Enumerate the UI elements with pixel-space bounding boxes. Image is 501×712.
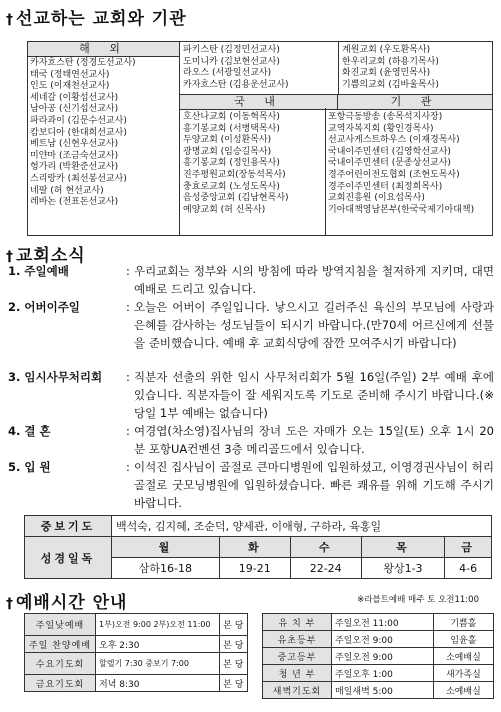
bible-reading: 19-21 xyxy=(219,558,290,579)
dept-name: 청 년 부 xyxy=(263,665,332,682)
dept-time: 주일오전 11:00 xyxy=(332,614,434,631)
cross-icon: † xyxy=(6,12,14,28)
institution-header: 기 관 xyxy=(338,94,492,110)
mission-entry: 흥기봉교회 (정인용목사) xyxy=(183,158,280,169)
mission-entry: 선교사게스트하우스 (이재경목사) xyxy=(328,135,460,146)
dept-place: 기쁨홀 xyxy=(433,614,493,631)
mission-entry: 흥기봉교회 (서병택목사) xyxy=(183,123,280,134)
bible-reading: 삼하16-18 xyxy=(112,558,220,579)
mission-entry: 카자흐스탄 (김용운선교사) xyxy=(183,79,289,90)
overseas-list-1 xyxy=(30,58,136,209)
news-label: 4. 결 혼 xyxy=(8,424,51,438)
news-text: 우리교회는 정부와 시의 방침에 따라 방역지침을 철저하게 지키며, 대면 예배로 드리고 있습니다. xyxy=(134,264,494,296)
bible-day: 화 xyxy=(219,537,290,558)
mission-entry: 미얀마 (조금숙선교사) xyxy=(30,150,119,161)
service-name: 주일낮예배 xyxy=(25,614,96,636)
service-place: 본 당 xyxy=(219,653,247,675)
mission-entry: 네팔 (허 현선교사) xyxy=(30,185,104,196)
news-text: 직분자 선출의 위한 임시 사무처리회가 5월 16일(주일) 2부 예배 후에 있습니다. 직분자들이 잘 세워지도록 기도로 준비해 주시기 바랍니다.(※당일 1부 예배는 없습니다) xyxy=(134,370,494,420)
mission-entry: 남아공 (신기섭선교사) xyxy=(30,104,119,115)
service-time: 할렐기 7:30 중보기 7:00 xyxy=(96,653,220,675)
service-place: 본 당 xyxy=(219,614,247,636)
mission-entry: 화진교회 (윤영민목사) xyxy=(342,68,431,79)
mission-entry: 두양교회 (이성환목사) xyxy=(183,135,272,146)
bible-day: 목 xyxy=(361,537,445,558)
bible-reading: 22-24 xyxy=(290,558,361,579)
mission-entry: 음성중앙교회 (김남현목사) xyxy=(183,193,289,204)
institution-list xyxy=(328,112,474,216)
mission-entry: 경주이주민센터 (최정희목사) xyxy=(328,181,443,192)
news-label: 3. 임시사무처리회 xyxy=(8,370,103,384)
news-label: 1. 주일예배 xyxy=(8,264,69,278)
service-place: 본 당 xyxy=(219,636,247,653)
mission-entry: 호산나교회 (이동혁목사) xyxy=(183,112,280,122)
domestic-header: 국 내 xyxy=(180,94,338,110)
service-place: 본 당 xyxy=(219,675,247,692)
news-label: 5. 입 원 xyxy=(8,460,51,474)
dept-name: 유초등부 xyxy=(263,631,332,648)
mission-entry: 레바논 (전표돈선교사) xyxy=(30,197,119,208)
dept-name: 유 치 부 xyxy=(263,614,332,631)
prayer-label: 중보기도 xyxy=(25,516,112,537)
mission-entry: 교역자복지회 (황인경목사) xyxy=(328,123,434,134)
mission-entry: 헝가리 (박환준선교사) xyxy=(30,162,119,173)
news-label: 2. 어버이주일 xyxy=(8,300,80,314)
mission-table xyxy=(27,41,493,236)
mission-entry: 인도 (이재천선교사) xyxy=(30,81,110,92)
prayer-names: 백석숙, 김지혜, 조순덕, 양세관, 이애형, 구하라, 육홍일 xyxy=(112,516,492,537)
mission-heading xyxy=(6,4,187,29)
service-name: 금요기도회 xyxy=(25,675,96,692)
mission-entry: 태국 (정태연선교사) xyxy=(30,69,110,80)
bible-day: 월 xyxy=(112,537,220,558)
worship-title: 예배시간 안내 xyxy=(16,593,128,613)
news-text: 여경엽(차소영)집사님의 장녀 도은 자매가 오는 15일(토) 오후 1시 20분 포항UA컨벤션 3층 메리골드에서 있습니다. xyxy=(134,424,494,456)
overseas-list-3 xyxy=(342,45,439,91)
bible-reading: 왕상1-3 xyxy=(361,558,445,579)
mission-entry: 광명교회 (임승길목사) xyxy=(183,146,272,157)
mission-entry: 캄보디아 (한대희선교사) xyxy=(30,127,127,138)
service-time: 오후 2:30 xyxy=(96,636,220,653)
mission-entry: 라오스 (서광일선교사) xyxy=(183,68,272,79)
dept-place: 소예배실 xyxy=(433,682,493,699)
mission-entry: 국내이주민센터 (문종상선교사) xyxy=(328,158,451,169)
cross-icon: † xyxy=(6,596,14,612)
dept-name: 중고등부 xyxy=(263,648,332,665)
prayer-bible-table xyxy=(24,515,492,579)
news-text: 오늘은 어버이 주일입니다. 낳으시고 길러주신 육신의 부모님에 사랑과 은혜를 감사하는 성도님들이 되시기 바랍니다.(만70세 어르신에게 선물을 준비했습니다. 예배 후 교회식당에 잠깐 모여주시기 바랍니다) xyxy=(134,300,494,350)
dept-place: 임윤홀 xyxy=(433,631,493,648)
bible-day: 금 xyxy=(445,537,492,558)
mission-entry: 도미니카 (김보현선교사) xyxy=(183,56,280,67)
worship-table-left xyxy=(24,613,248,692)
dept-name: 새벽기도회 xyxy=(263,682,332,699)
mission-entry: 세네갈 (이황섭선교사) xyxy=(30,92,119,103)
news-title: 교회소식 xyxy=(16,246,86,266)
mission-entry: 파키스탄 (김정민선교사) xyxy=(183,45,280,55)
service-time: 저녁 8:30 xyxy=(96,675,220,692)
mission-entry: 국내이주민센터 (김영학선교사) xyxy=(328,146,451,157)
mission-entry: 파라과이 (김문수선교사) xyxy=(30,115,127,126)
mission-entry: 한우리교회 (하용기목사) xyxy=(342,56,439,67)
overseas-header: 해 외 xyxy=(28,41,179,57)
bible-label: 성경일독 xyxy=(25,537,112,579)
worship-table-right xyxy=(262,613,494,699)
mission-entry: 교회진흥원 (이요섭목사) xyxy=(328,193,425,204)
mission-entry: 진주평원교회(장동석목사) xyxy=(183,169,286,180)
dept-place: 새가족실 xyxy=(433,665,493,682)
service-name: 주일 찬양예배 xyxy=(25,636,96,653)
mission-entry: 카자흐스탄 (정경도선교사) xyxy=(30,58,136,68)
mission-entry: 베트남 (신현우선교사) xyxy=(30,139,119,150)
worship-heading xyxy=(6,588,127,613)
service-time: 1부)오전 9:00 2부)오전 11:00 xyxy=(96,614,220,636)
bible-reading: 4-6 xyxy=(445,558,492,579)
mission-entry: 기쁨의교회 (김바울목사) xyxy=(342,79,439,90)
dept-time: 주일오전 9:00 xyxy=(332,631,434,648)
worship-note: ※라블트예배 매주 토 오전11:00 xyxy=(357,595,479,605)
mission-entry: 충효로교회 (노성도목사) xyxy=(183,181,280,192)
news-text: 이석진 집사님이 골절로 큰마디병원에 입원하셨고, 이영경권사님이 허리골절로 굿모닝병원에 입원하셨습니다. 빠른 쾌유를 위해 기도해 주시기 바랍니다. xyxy=(134,460,494,510)
mission-entry: 경주어린이전도협회 (조현도목사) xyxy=(328,169,460,180)
dept-time: 주일오전 9:00 xyxy=(332,648,434,665)
mission-entry: 예양교회 (허 신목사) xyxy=(183,204,266,215)
mission-entry: 기아대책영남본부(한국국제기아대책) xyxy=(328,204,475,215)
cross-icon: † xyxy=(6,249,14,265)
mission-entry: 스리랑카 (최선봉선교사) xyxy=(30,173,127,184)
dept-time: 매일새벽 5:00 xyxy=(332,682,434,699)
bible-day: 수 xyxy=(290,537,361,558)
domestic-list xyxy=(183,112,289,216)
dept-place: 소예배실 xyxy=(433,648,493,665)
mission-entry: 포항극동방송 (송목석지사장) xyxy=(328,112,443,122)
mission-entry: 계원교회 (우도환목사) xyxy=(342,45,431,55)
overseas-list-2 xyxy=(183,45,289,91)
dept-time: 주일오후 1:00 xyxy=(332,665,434,682)
mission-title: 선교하는 교회와 기관 xyxy=(16,9,187,29)
service-name: 수요기도회 xyxy=(25,653,96,675)
